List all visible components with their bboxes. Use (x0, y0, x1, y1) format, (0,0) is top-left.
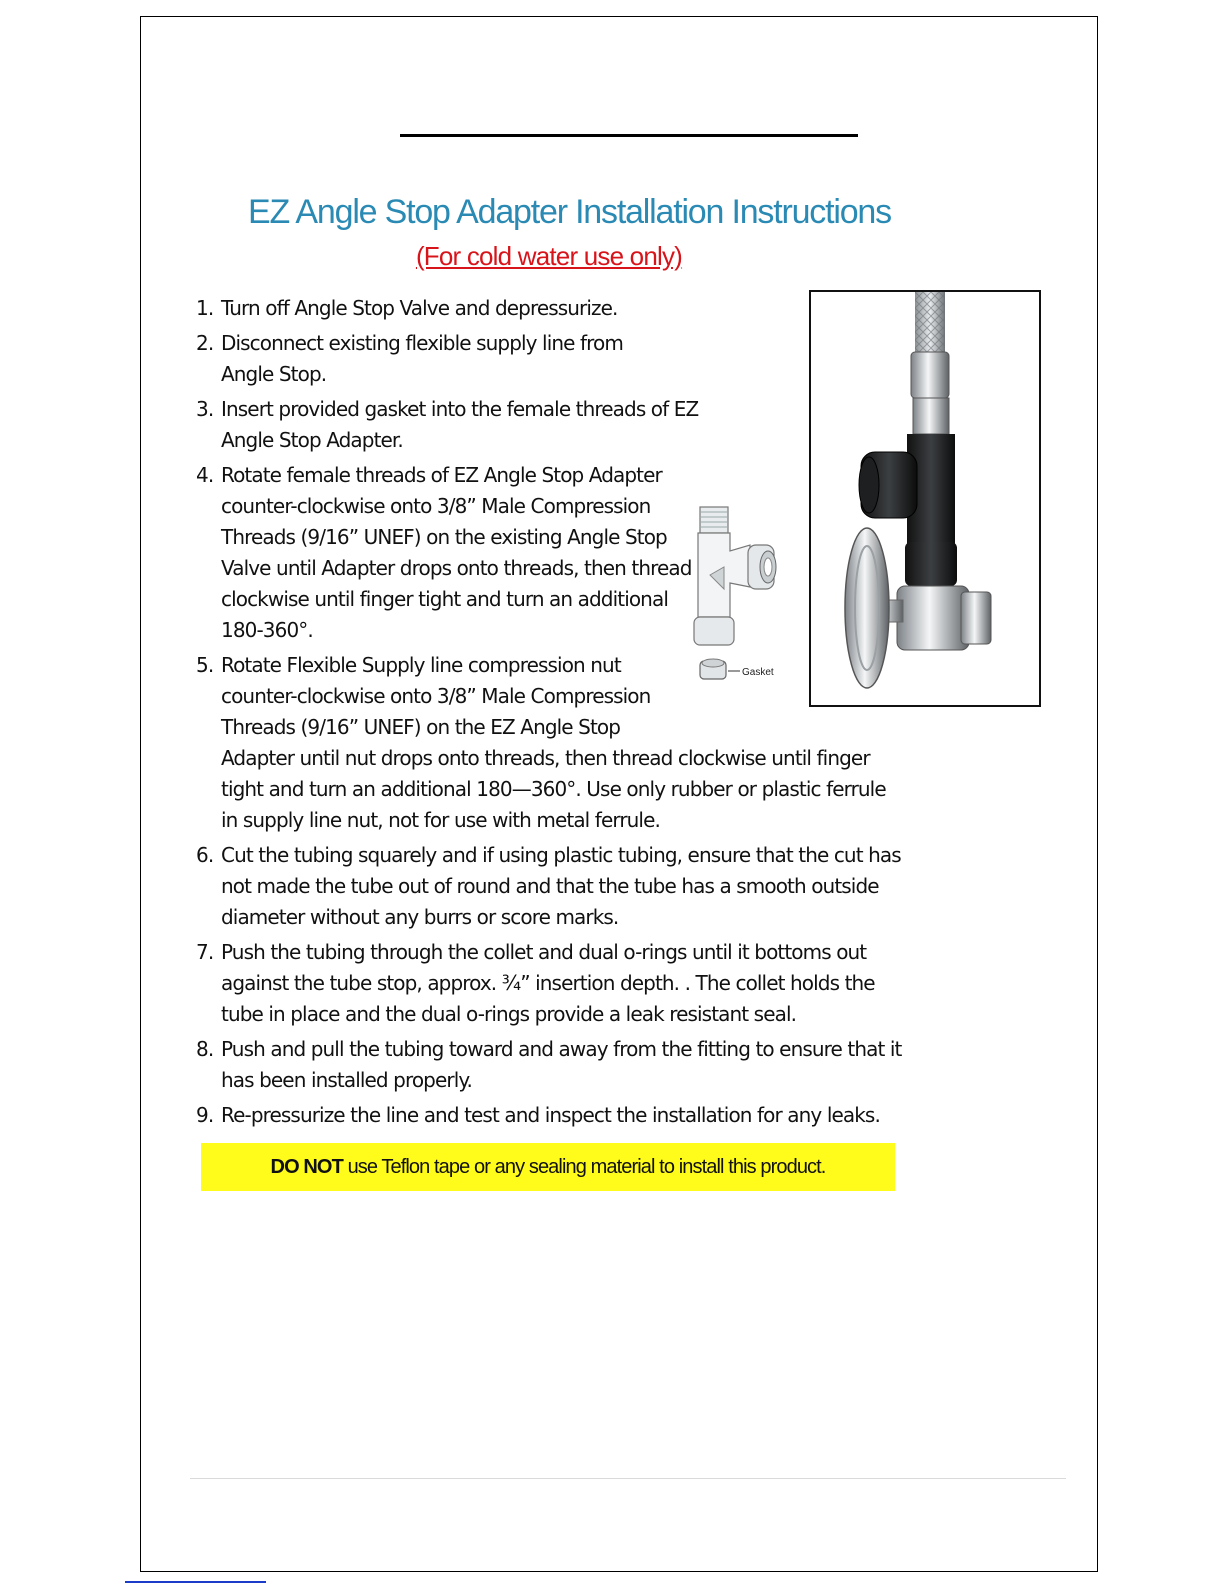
document-title: EZ Angle Stop Adapter Installation Instructions (248, 193, 891, 231)
header-rule (400, 134, 858, 137)
step-7 (196, 937, 911, 1030)
step-8 (196, 1034, 911, 1096)
footer-rule (190, 1478, 1066, 1479)
installed-photo (809, 290, 1041, 707)
step-number: 9. (196, 1103, 214, 1127)
adapter-fitting-diagram (688, 505, 788, 687)
step-1 (196, 293, 676, 324)
adapter-fitting-icon (688, 505, 788, 687)
step-text-line: in supply line nut, not for use with metal ferrule. (221, 808, 660, 832)
angle-stop-photo-icon (811, 292, 1039, 705)
step-4 (196, 460, 705, 646)
step-text: Insert provided gasket into the female threads of EZ Angle Stop Adapter. (221, 397, 699, 452)
warning-emphasis: DO NOT (270, 1156, 343, 1178)
step-number: 1. (196, 296, 214, 320)
step-3 (196, 394, 711, 456)
document-subtitle: (For cold water use only) (415, 241, 683, 271)
step-text-line: counter-clockwise onto 3/8” Male Compression (221, 684, 651, 708)
step-text-line: tight and turn an additional 180—360°. Use only rubber or plastic ferrule (221, 777, 886, 801)
step-text: Push and pull the tubing toward and away from the fitting to ensure that it has been installed properly. (221, 1037, 902, 1092)
step-text: Disconnect existing flexible supply line from Angle Stop. (221, 331, 623, 386)
step-text: Re-pressurize the line and test and inspect the installation for any leaks. (221, 1103, 880, 1127)
step-text: Turn off Angle Stop Valve and depressurize. (221, 296, 618, 320)
step-number: 8. (196, 1037, 214, 1061)
step-9 (196, 1100, 911, 1131)
step-6 (196, 840, 911, 933)
warning-banner (201, 1143, 895, 1191)
step-2 (196, 328, 661, 390)
warning-text: use Teflon tape or any sealing material to install this product. (342, 1156, 826, 1178)
step-number: 5. (196, 653, 214, 677)
step-number: 4. (196, 463, 214, 487)
step-text-line: Adapter until nut drops onto threads, then thread clockwise until finger (221, 746, 870, 770)
step-number: 7. (196, 940, 214, 964)
step-number: 6. (196, 843, 214, 867)
step-text: Push the tubing through the collet and dual o-rings until it bottoms out against the tube stop, approx. ¾” insertion depth. . The collet holds the tube in place and the dual o-rings provide a leak resistant seal. (221, 940, 875, 1026)
gasket-label: Gasket (742, 667, 774, 678)
step-text: Cut the tubing squarely and if using plastic tubing, ensure that the cut has not made the tube out of round and that the tube has a smooth outside diameter without any burrs or score marks. (221, 843, 901, 929)
step-text-line: Threads (9/16” UNEF) on the EZ Angle Stop (221, 715, 621, 739)
bottom-link-underline (125, 1581, 266, 1583)
step-text-line: Rotate Flexible Supply line compression nut (221, 653, 621, 677)
step-number: 2. (196, 331, 214, 355)
step-text: Rotate female threads of EZ Angle Stop Adapter counter-clockwise onto 3/8” Male Compression Threads (9/16” UNEF) on the existing Angle Stop Valve until Adapter drops onto threads, then thread clockwise until finger tight and turn an additional 180-360°. (221, 463, 692, 642)
step-number: 3. (196, 397, 214, 421)
instruction-steps (196, 293, 911, 1135)
step-5 (196, 650, 911, 836)
